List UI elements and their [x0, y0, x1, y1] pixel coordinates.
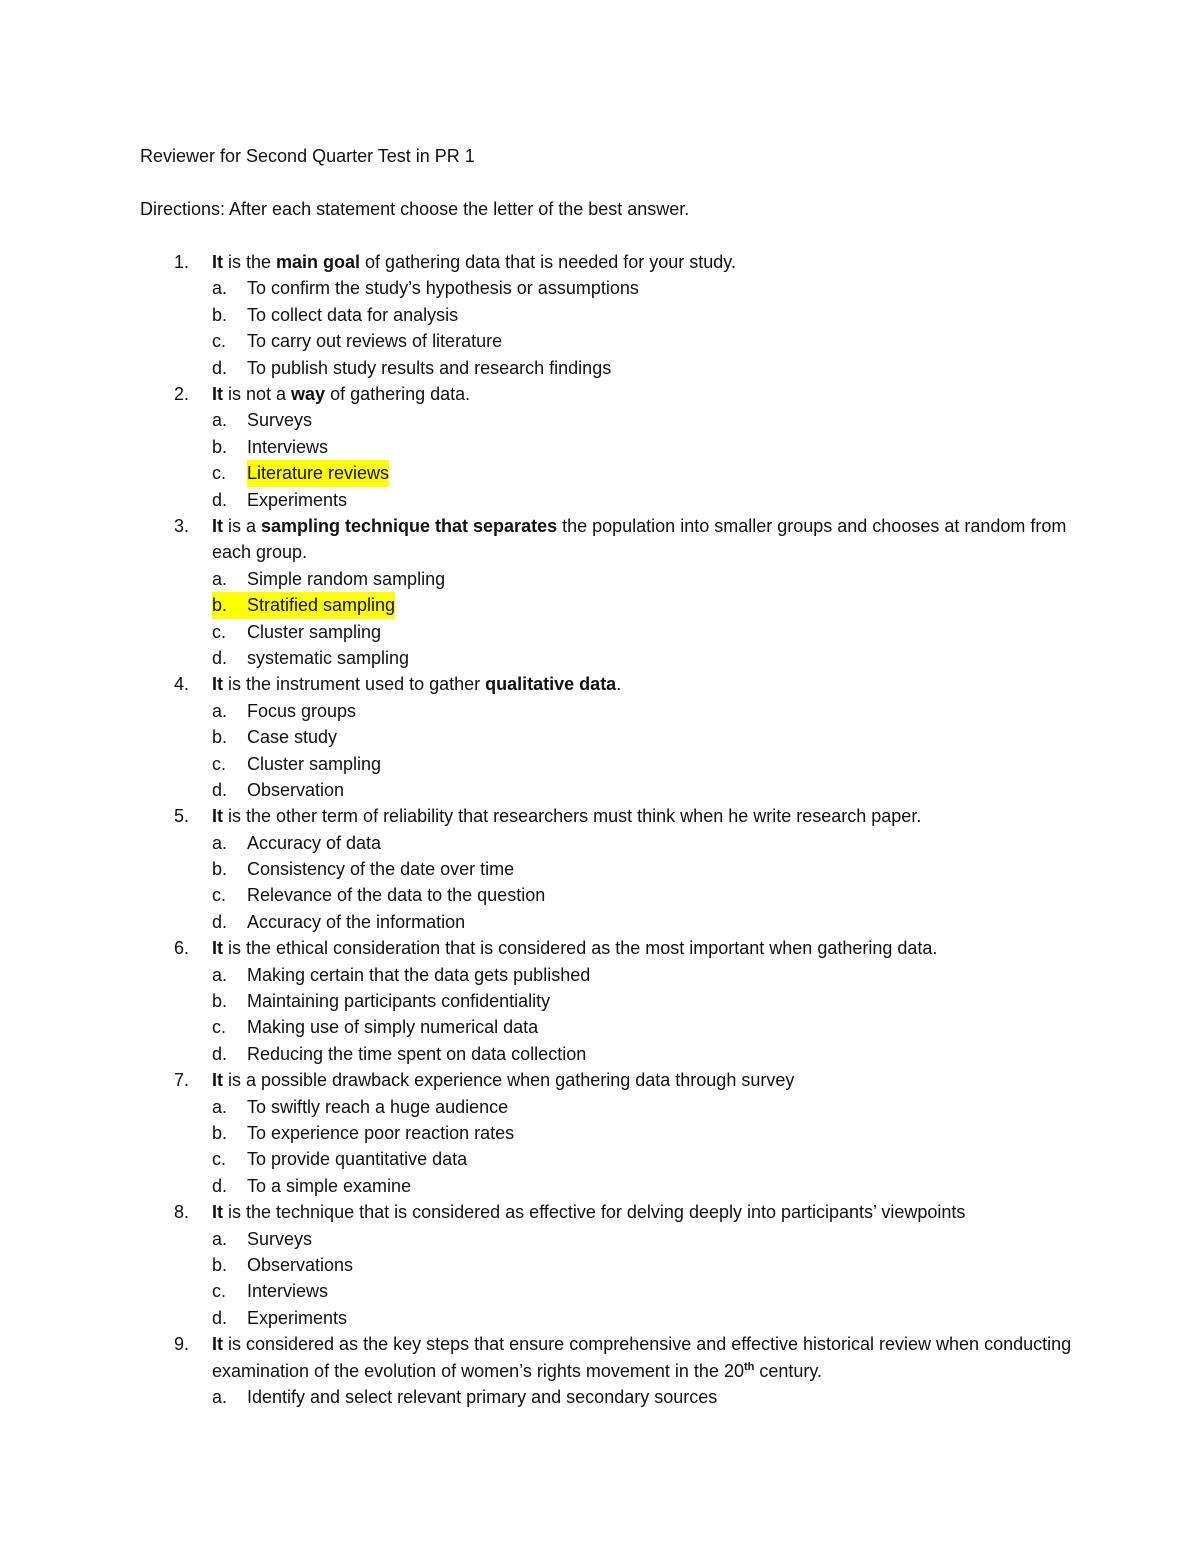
highlighted-answer: Stratified sampling — [247, 592, 395, 618]
option-letter: a. — [212, 1228, 228, 1249]
option-letter: d. — [212, 357, 228, 378]
option-letter: d. — [212, 779, 228, 800]
answer-option — [0, 909, 1200, 935]
answer-option — [0, 1252, 1200, 1278]
answer-option — [0, 1384, 1200, 1410]
option-letter: a. — [212, 964, 228, 985]
option-letter: b. — [212, 1254, 228, 1275]
question-text-part: is the ethical consideration that is considered as the most important when gathering data. — [223, 938, 938, 959]
option-letter: d. — [212, 489, 228, 510]
question-text-part: It — [212, 1202, 223, 1223]
question-item — [0, 1067, 1200, 1199]
option-letter: d. — [212, 647, 228, 668]
option-letter: a. — [212, 832, 228, 853]
question-text-part: It — [212, 515, 223, 536]
option-text: Interviews — [247, 436, 329, 457]
option-list — [0, 1384, 1200, 1410]
question-number: 7. — [174, 1070, 190, 1091]
question-text-part: is the technique that is considered as effective for delving deeply into participants’ viewpoints — [223, 1202, 966, 1223]
answer-option — [0, 355, 1200, 381]
option-list — [0, 830, 1200, 936]
option-text: Reducing the time spent on data collection — [247, 1043, 587, 1064]
option-text: Cluster sampling — [247, 753, 382, 774]
option-text: Cluster sampling — [247, 621, 382, 642]
question-item — [0, 1199, 1200, 1331]
question-text-part: It — [212, 938, 223, 959]
option-letter: c. — [212, 1017, 227, 1038]
option-text: To a simple examine — [247, 1175, 412, 1196]
answer-option — [0, 1041, 1200, 1067]
question-text-part: is the other term of reliability that researchers must think when he write research paper. — [223, 806, 922, 827]
option-text: Experiments — [247, 1307, 348, 1328]
option-text: To carry out reviews of literature — [247, 331, 503, 352]
option-text: Surveys — [247, 1228, 313, 1249]
question-keyword: sampling technique that separates — [261, 515, 558, 536]
option-text: Case study — [247, 727, 338, 748]
answer-option — [0, 1173, 1200, 1199]
document-title: Reviewer for Second Quarter Test in PR 1 — [140, 146, 475, 166]
option-text: Interviews — [247, 1281, 329, 1302]
option-letter: d. — [212, 1307, 228, 1328]
question-text-part: It — [212, 674, 223, 695]
question-text-part: It — [212, 252, 223, 272]
question-item — [0, 671, 1200, 803]
option-text: To swiftly reach a huge audience — [247, 1096, 509, 1117]
question-text-part: It — [212, 806, 223, 827]
question-text — [212, 249, 1072, 275]
question-text-part: is the instrument used to gather — [223, 674, 486, 695]
option-letter: c. — [212, 463, 227, 484]
option-text: Accuracy of data — [247, 832, 382, 853]
option-text: Maintaining participants confidentiality — [247, 991, 551, 1012]
option-list — [0, 275, 1200, 381]
question-item — [0, 803, 1200, 935]
option-letter: c. — [212, 331, 227, 352]
question-text-part: th — [743, 1360, 755, 1373]
question-text-part: is a possible drawback experience when gathering data through survey — [223, 1070, 795, 1091]
question-text — [212, 671, 1072, 697]
question-text — [212, 513, 1072, 566]
answer-option — [0, 1014, 1200, 1040]
answer-option — [0, 988, 1200, 1014]
question-text-part: is a — [223, 515, 262, 536]
answer-option — [0, 830, 1200, 856]
option-letter: b. — [212, 1123, 228, 1144]
answer-option — [0, 619, 1200, 645]
option-text: systematic sampling — [247, 647, 410, 668]
answer-option — [0, 882, 1200, 908]
answer-option — [0, 856, 1200, 882]
question-item — [0, 935, 1200, 1067]
option-text: Observations — [247, 1254, 354, 1275]
answer-option — [0, 460, 1200, 486]
answer-option — [0, 434, 1200, 460]
option-letter: a. — [212, 278, 228, 299]
question-text-part: . — [616, 674, 622, 695]
question-list — [0, 249, 1200, 1410]
question-number: 3. — [174, 515, 190, 536]
option-letter: d. — [212, 1043, 228, 1064]
answer-option — [0, 302, 1200, 328]
question-keyword: way — [291, 383, 326, 404]
option-text: To confirm the study’s hypothesis or assumptions — [247, 278, 639, 299]
option-text: Focus groups — [247, 700, 357, 721]
option-text: Accuracy of the information — [247, 911, 466, 932]
answer-option — [0, 592, 1200, 618]
option-text: Identify and select relevant primary and secondary sources — [247, 1386, 718, 1407]
answer-option — [0, 724, 1200, 750]
highlighted-answer: Literature reviews — [247, 460, 389, 486]
option-letter: b. — [212, 436, 228, 457]
option-letter: b. — [212, 727, 228, 748]
answer-option — [0, 1094, 1200, 1120]
answer-option — [0, 1120, 1200, 1146]
option-letter: a. — [212, 1096, 228, 1117]
question-number: 9. — [174, 1334, 190, 1355]
answer-option — [0, 777, 1200, 803]
option-list — [0, 1094, 1200, 1200]
question-text-part: the population into smaller groups and chooses at random from each group. — [212, 515, 1067, 563]
answer-option — [0, 566, 1200, 592]
question-item — [0, 513, 1200, 671]
option-letter: c. — [212, 885, 227, 906]
question-number: 4. — [174, 674, 190, 695]
option-text: Observation — [247, 779, 345, 800]
option-text: Simple random sampling — [247, 568, 446, 589]
question-text — [212, 1067, 1072, 1093]
question-text-part: of gathering data that is needed for your study. — [360, 252, 736, 272]
answer-option — [0, 962, 1200, 988]
option-letter: d. — [212, 911, 228, 932]
option-text: Surveys — [247, 410, 313, 431]
question-item — [0, 249, 1200, 381]
question-text-part: It — [212, 1334, 223, 1355]
answer-option — [0, 1305, 1200, 1331]
question-text-part: is the — [223, 252, 277, 272]
option-text: To publish study results and research findings — [247, 357, 612, 378]
question-number: 1. — [174, 252, 190, 272]
option-letter: a. — [212, 410, 228, 431]
option-letter: b. — [212, 859, 228, 880]
question-number: 2. — [174, 383, 190, 404]
option-text: Making certain that the data gets published — [247, 964, 591, 985]
option-letter: a. — [212, 568, 228, 589]
question-text-part: It — [212, 1070, 223, 1091]
answer-option — [0, 1278, 1200, 1304]
answer-option — [0, 751, 1200, 777]
answer-option — [0, 698, 1200, 724]
option-text: Relevance of the data to the question — [247, 885, 546, 906]
answer-option — [0, 1226, 1200, 1252]
question-number: 8. — [174, 1202, 190, 1223]
question-keyword: qualitative data — [485, 674, 617, 695]
option-letter: c. — [212, 621, 227, 642]
option-letter: d. — [212, 1175, 228, 1196]
question-text — [212, 935, 1072, 961]
option-letter: b. — [212, 595, 228, 616]
question-text-part: is not a — [223, 383, 292, 404]
option-list — [0, 1226, 1200, 1332]
option-letter: c. — [212, 1149, 227, 1170]
question-number: 6. — [174, 938, 190, 959]
answer-option — [0, 275, 1200, 301]
option-letter: c. — [212, 753, 227, 774]
option-text: To experience poor reaction rates — [247, 1123, 515, 1144]
answer-option — [0, 487, 1200, 513]
option-text: To collect data for analysis — [247, 304, 459, 325]
question-text-part: is considered as the key steps that ensure comprehensive and effective historical review when conducting examination of the evolution of women’s rights movement in the 20 — [212, 1334, 1072, 1381]
question-item — [0, 381, 1200, 513]
question-text-part: century. — [754, 1360, 823, 1381]
option-text: Making use of simply numerical data — [247, 1017, 539, 1038]
question-text — [212, 1199, 1072, 1225]
question-keyword: main goal — [276, 252, 361, 272]
option-list — [0, 962, 1200, 1068]
option-letter: a. — [212, 1386, 228, 1407]
answer-option — [0, 328, 1200, 354]
option-letter: c. — [212, 1281, 227, 1302]
question-text-part: of gathering data. — [325, 383, 471, 404]
answer-option — [0, 407, 1200, 433]
option-list — [0, 407, 1200, 513]
option-list — [0, 566, 1200, 672]
question-item — [0, 1331, 1200, 1410]
option-letter: b. — [212, 991, 228, 1012]
question-text — [212, 803, 1072, 829]
directions-text: Directions: After each statement choose the letter of the best answer. — [140, 199, 690, 219]
option-list — [0, 698, 1200, 804]
question-number: 5. — [174, 806, 190, 827]
option-text: Consistency of the date over time — [247, 859, 515, 880]
question-text — [212, 381, 1072, 407]
question-text — [212, 1331, 1072, 1384]
option-letter: b. — [212, 304, 228, 325]
option-letter: a. — [212, 700, 228, 721]
option-text: Experiments — [247, 489, 348, 510]
option-text: To provide quantitative data — [247, 1149, 468, 1170]
answer-option — [0, 1146, 1200, 1172]
question-text-part: It — [212, 383, 223, 404]
answer-option — [0, 645, 1200, 671]
